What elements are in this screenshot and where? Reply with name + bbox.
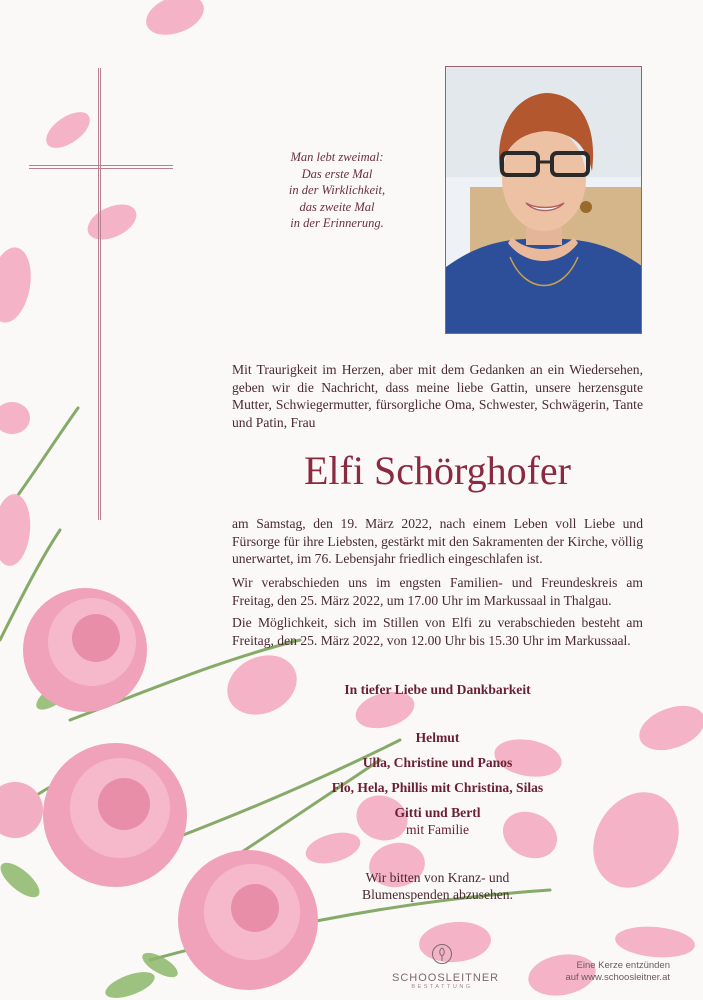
cross-icon-bar — [29, 165, 173, 169]
donation-note — [232, 869, 643, 903]
family-subline: mit Familie — [405, 822, 470, 837]
quote-line: in der Erinnerung. — [290, 216, 384, 230]
cross-icon — [98, 68, 101, 520]
portrait-icon — [446, 67, 642, 334]
memorial-quote — [262, 149, 412, 232]
quote-line: Das erste Mal — [301, 166, 373, 181]
death-notice-text: am Samstag, den 19. März 2022, nach einem Leben voll Liebe und Fürsorge für ihre Liebsten, gestärkt mit den Sakramenten der Kirche, völlig unerwartet, im 76. Lebensjahr friedlich eingeschlafen ist. — [232, 516, 643, 567]
quote-line: Man lebt zweimal: — [290, 150, 384, 164]
family-line: Ulla, Christine und Panos — [362, 755, 513, 770]
intro-text: Mit Traurigkeit im Herzen, aber mit dem Gedanken an ein Wiedersehen, geben wir die Nachricht, dass meine liebe Gattin, unsere herzensgute Mutter, Schwiegermutter, fürsorgliche Oma, Schwester, Schwägerin, Tante und Patin, Frau — [232, 362, 643, 430]
logo-name: SCHOOSLEITNER — [392, 972, 500, 984]
funeral-home-logo — [392, 943, 500, 990]
logo-sub: BESTATTUNG — [411, 984, 473, 990]
note-line: Blumenspenden abzusehen. — [362, 887, 513, 902]
candle-link[interactable] — [530, 960, 670, 984]
family-line: Helmut — [415, 730, 460, 745]
candle-url[interactable]: auf www.schoosleitner.at — [565, 972, 670, 983]
rose-logo-icon — [431, 943, 453, 965]
note-line: Wir bitten von Kranz- und — [365, 870, 510, 885]
deceased-name: Elfi Schörghofer — [304, 448, 571, 493]
closing-line: In tiefer Liebe und Dankbarkeit — [344, 682, 531, 697]
viewing-text: Die Möglichkeit, sich im Stillen von Elfi zu verabschieden besteht am Freitag, den 25. März 2022, von 12.00 Uhr bis 15.30 Uhr im Markussaal. — [232, 615, 643, 648]
candle-line: Eine Kerze entzünden — [576, 960, 670, 971]
portrait-photo — [445, 66, 642, 334]
family-line: Gitti und Bertl — [394, 805, 481, 820]
quote-line: das zweite Mal — [299, 199, 375, 214]
quote-line: in der Wirklichkeit, — [288, 183, 386, 197]
family-line: Flo, Hela, Phillis mit Christina, Silas — [331, 780, 544, 795]
farewell-text: Wir verabschieden uns im engsten Familien- und Freundeskreis am Freitag, den 25. März 2022, um 17.00 Uhr im Markussaal in Thalgau. — [232, 575, 643, 608]
